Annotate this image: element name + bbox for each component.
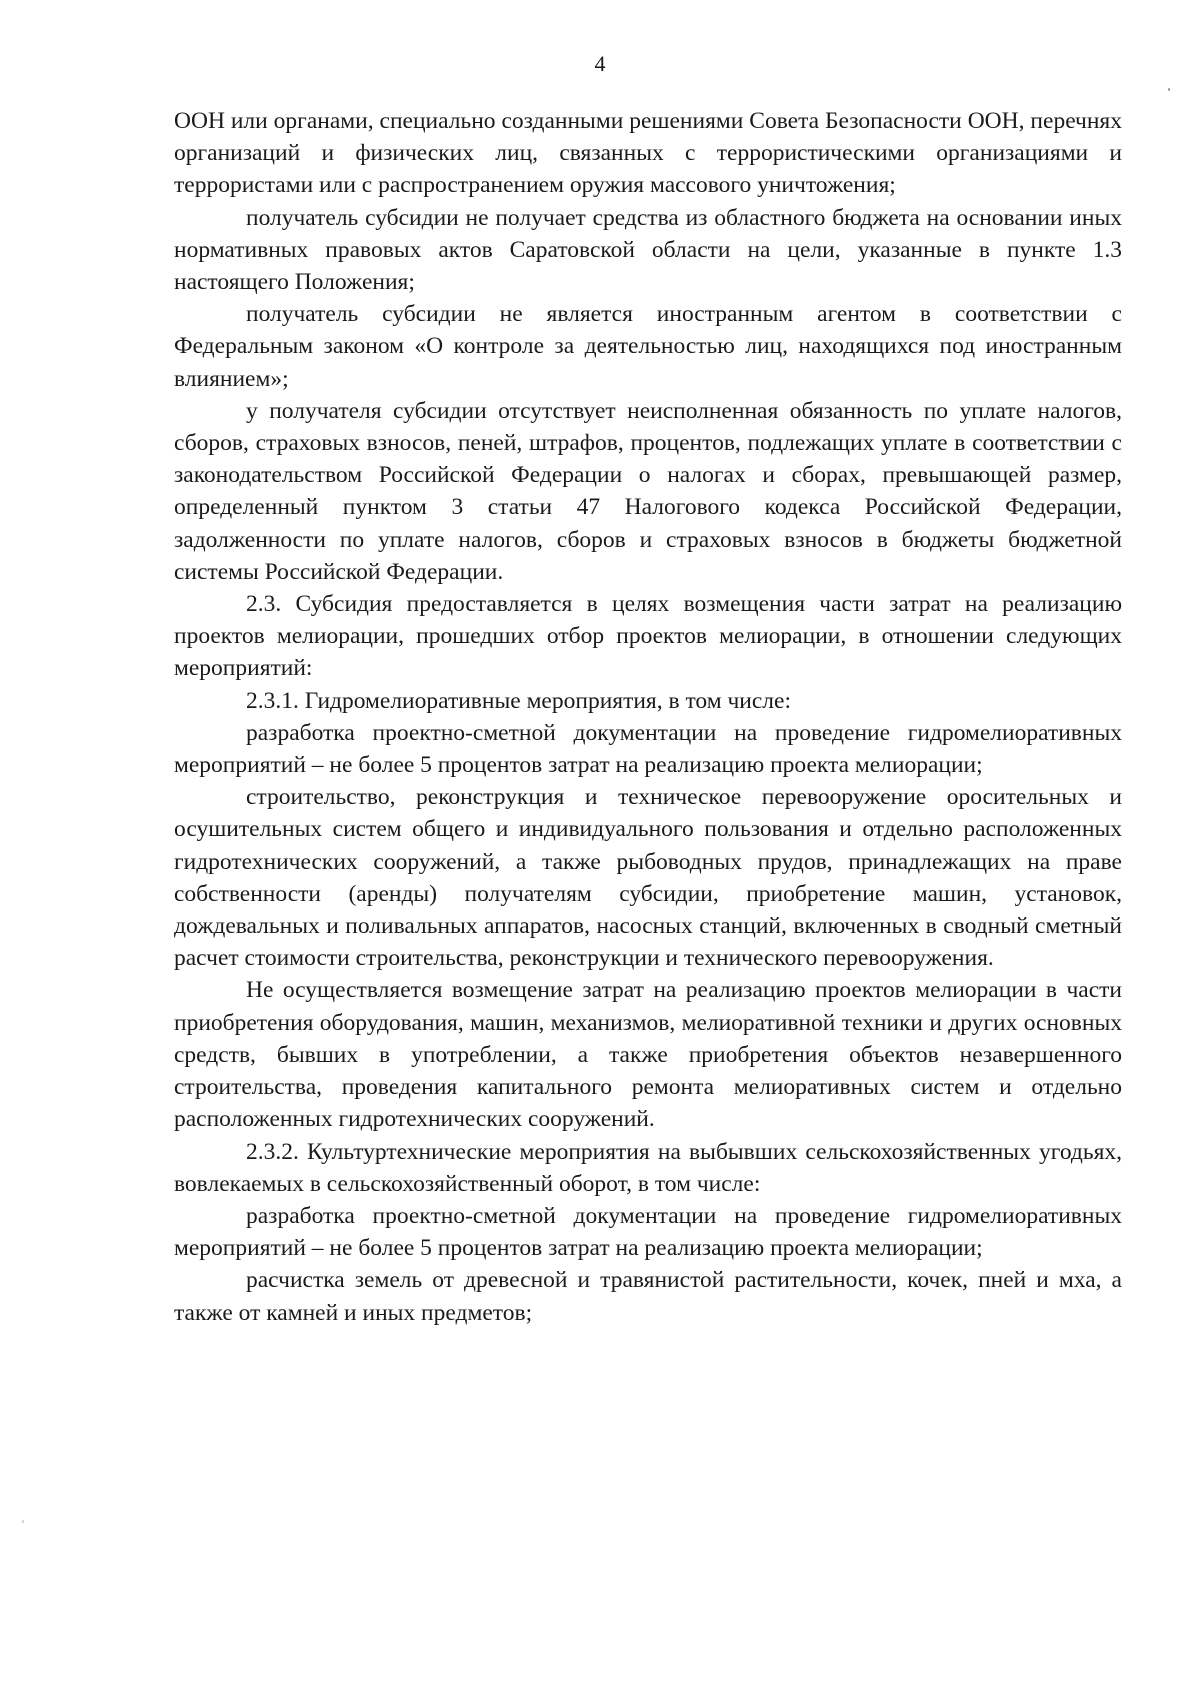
paragraph-section-2-3-2: 2.3.2. Культуртехнические мероприятия на выбывших сельскохозяйственных угодьях, вовлекаемых в сельскохозяйственный оборот, в том числе: <box>174 1138 1122 1197</box>
paragraph-section-2-3: 2.3. Субсидия предоставляется в целях возмещения части затрат на реализацию проектов мелиорации, прошедших отбор проектов мелиорации, в отношении следующих мероприятий: <box>174 591 1122 682</box>
scan-speck <box>22 1520 24 1523</box>
paragraph-section-2-3-1: 2.3.1. Гидромелиоративные мероприятия, в том числе: <box>246 687 791 714</box>
paragraph-design-documentation-2: разработка проектно-сметной документации на проведение гидромелиоративных мероприятий – не более 5 процентов затрат на реализацию проекта мелиорации; <box>174 1202 1122 1262</box>
paragraph-design-documentation: разработка проектно-сметной документации на проведение гидромелиоративных мероприятий – не более 5 процентов затрат на реализацию проекта мелиорации; <box>174 719 1122 779</box>
paragraph-land-clearing: расчистка земель от древесной и травянистой растительности, кочек, пней и мха, а также от камней и иных предметов; <box>174 1267 1122 1326</box>
paragraph-no-tax-debt: у получателя субсидии отсутствует неисполненная обязанность по уплате налогов, сборов, страховых взносов, пеней, штрафов, процентов, подлежащих уплате в соответствии с законодательством Российской Федерации о налогах и сборах, превышающей размер, определенный пунктом 3 статьи 47 Налогового кодекса Российской Федерации, задолженности по уплате налогов, сборов и страховых взносов в бюджеты бюджетной системы Российской Федерации. <box>174 397 1122 585</box>
paragraph-no-reimbursement: Не осуществляется возмещение затрат на реализацию проектов мелиорации в части приобретения оборудования, машин, механизмов, мелиоративной техники и других основных средств, бывших в употреблении, а также приобретения объектов незавершенного строительства, проведения капитального ремонта мелиоративных систем и отдельно расположенных гидротехнических сооружений. <box>174 977 1122 1133</box>
paragraph-not-foreign-agent: получатель субсидии не является иностранным агентом в соответствии с Федеральным законом «О контроле за деятельностью лиц, находящихся под иностранным влиянием»; <box>174 301 1122 392</box>
paragraph-construction: строительство, реконструкция и техническое перевооружение оросительных и осушительных систем общего и индивидуального пользования и отдельно расположенных гидротехнических сооружений, а также рыбоводных прудов, принадлежащих на праве собственности (аренды) получателям субсидии, приобретение машин, установок, дождевальных и поливальных аппаратов, насосных станций, включенных в сводный сметный расчет стоимости строительства, реконструкции и технического перевооружения. <box>174 784 1122 972</box>
document-body <box>174 105 1122 1329</box>
scan-speck <box>1168 88 1170 91</box>
paragraph-no-regional-funds: получатель субсидии не получает средства из областного бюджета на основании иных нормативных правовых актов Саратовской области на цели, указанные в пункте 1.3 настоящего Положения; <box>174 204 1122 296</box>
paragraph-un-lists-end: ООН или органами, специально созданными решениями Совета Безопасности ООН, перечнях организаций и физических лиц, связанных с террористическими организациями и террористами или с распространением оружия массового уничтожения; <box>174 108 1122 199</box>
page-number: 4 <box>594 51 606 76</box>
